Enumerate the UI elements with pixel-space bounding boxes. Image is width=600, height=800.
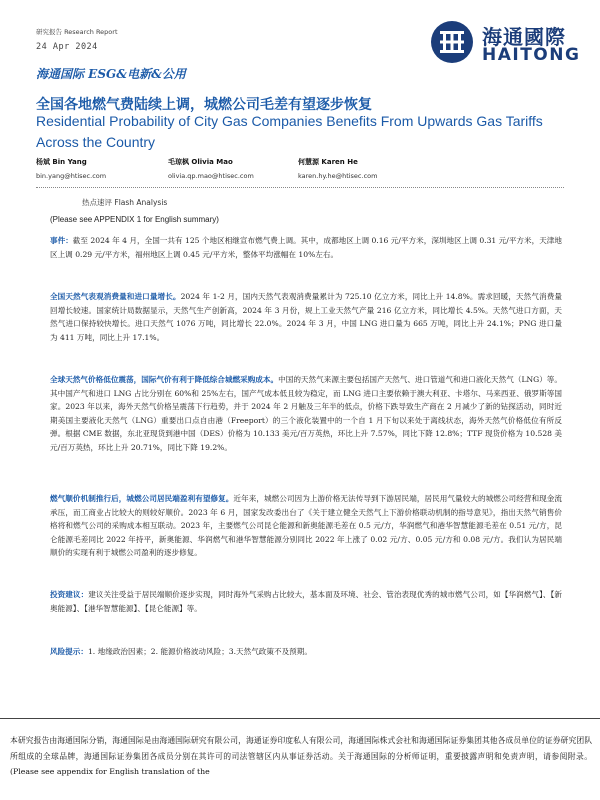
paragraph-lead: 燃气顺价机制推行后，城燃公司居民端盈利有望修复。: [50, 494, 234, 503]
report-date: 24 Apr 2024: [36, 42, 98, 52]
paragraph-lead: 全球天然气价格低位震荡，国际气价有利于降低综合城燃采购成本。: [50, 375, 279, 384]
paragraph-consumption: [50, 290, 562, 344]
company-logo: [430, 18, 580, 68]
paragraph-lead: 投资建议：: [50, 590, 89, 599]
paragraph-event: [50, 234, 562, 261]
paragraph-lead: 全国天然气表观消费量和进口量增长。: [50, 292, 181, 301]
author-3-name: 何慧源 Karen He: [298, 158, 358, 166]
paragraph-text: 近年来，城燃公司因为上游价格无法传导到下游居民端，居民用气量较大的城燃公司经营和现金流承压，而工商业占比较大的则较好顺价。2023 年 6 月，国家发改委出台了《关于建立健全天然气上下游价格联动机制的指导意见》，指出天然气销售价格将和燃气公司的采购成本相互联动。2023 年，主要燃气公司昆仑能源和新奥能源毛差在 0.5 元/方，华润燃气和港华智慧能源毛差在 0.51 元/方，昆仑能源毛差同比 2022 年持平，新奥能源、华润燃气和港华智慧能源分别同比 2022 年上涨了 0.02 元/方、0.05 元/方和 0.08 元/方。我们认为居民端顺价的实现有利于城燃公司盈利的逐步修复。: [50, 494, 562, 557]
paragraph-investment-advice: [50, 588, 562, 615]
paragraph-pricing-mechanism: [50, 492, 562, 560]
title-english: Residential Probability of City Gas Companies Benefits From Upwards Gas Tariffs Across the Country: [36, 113, 543, 150]
author-1-name: 杨斌 Bin Yang: [36, 158, 87, 166]
footer-divider: [0, 718, 600, 719]
title-chinese: 全国各地燃气费陆续上调，城燃公司毛差有望逐步恢复: [36, 97, 372, 113]
appendix-note: (Please see APPENDIX 1 for English summary): [50, 215, 219, 224]
paragraph-text: 建议关注受益于居民端顺价逐步实现，同时海外气采购占比较大，基本面及环境、社会、管治表现优秀的城市燃气公司，如【华润燃气】、【新奥能源】、【港华智慧能源】、【昆仑能源】等。: [50, 590, 562, 613]
paragraph-text: 2024 年 1-2 月，国内天然气表观消费量累计为 725.10 亿立方米，同比上升 14.8%。需求回暖，天然气消费量回增长较速。国家统计局数据显示，天然气生产创新高，2024 年 3 月份，规上工业天然气产量 216 亿立方米，同比增长 4.5%。天然气进口方面，天然气进口保持较快增长。进口天然气 1076 万吨，同比增长 22.0%。2024 年 3 月，中国 LNG 进口量为 665 万吨，同比上升 24.1%；PNG 进口量为 411 万吨，同比上升 17.1%。: [50, 292, 563, 342]
paragraph-text: 截至 2024 年 4 月，全国一共有 125 个地区相继宣布燃气费上调。其中，成都地区上调 0.16 元/平方米，深圳地区上调 0.31 元/平方米，天津地区上调 0.29 元/平方米，福州地区上调 0.45 元/平方米，整体平均涨幅在 10%左右。: [50, 236, 563, 259]
footer-disclaimer: 本研究报告由海通国际分销，海通国际是由海通国际研究有限公司，海通证券印度私人有限公司，海通国际株式会社和海通国际证券集团其他各成员单位的证券研究团队所组成的全球品牌，海通国际证券集团各成员分别在其许可的司法管辖区内从事证券活动。关于海通国际的分析师证明，重要披露声明和免责声明，请参阅附录。(Please see appendix for English translation of the: [10, 736, 592, 776]
paragraph-lead: 事件：: [50, 236, 73, 245]
flash-label: 热点速评 Flash Analysis: [82, 198, 168, 207]
author-2-name: 毛琼枫 Olivia Mao: [168, 158, 233, 166]
paragraph-risk-warning: [50, 645, 562, 659]
section-title: 海通国际 ESG&电新&公用: [36, 67, 186, 81]
header-divider: [36, 187, 564, 188]
author-1-email[interactable]: bin.yang@htisec.com: [36, 172, 107, 180]
logo-chinese-name: 海通國際: [482, 25, 566, 49]
logo-emblem-icon: [430, 20, 474, 64]
author-3-email[interactable]: karen.hy.he@htisec.com: [298, 172, 378, 180]
paragraph-text: 中国的天然气来源主要包括国产天然气、进口管道气和进口液化天然气（LNG）等。其中国产气和进口 LNG 占比分别在 60%和 25%左右，国产气成本低且较为稳定，而 LNG 进口主要依赖于澳大利亚、卡塔尔、马来西亚、俄罗斯等国家。2023 年以来，海外天然气价格呈震荡下行趋势，并于 2024 年 2 月触及三年半的低点，价格下跌导致生产商在 2 月减少了新的钻探活动，同时近期美国主要液化天然气（LNG）重要出口点自由港（Freeport）的三个液化装置中的一个自 1 月下旬以来处于离线状态，海外天然气价格低位有所反弹。根据 CME 数据，东北亚现货到港中国（DES）价格为 10.133 美元/百万英热，环比上升 7.57%，同比下降 12.8%；TTF 现货价格为 10.528 美元/百万英热，环比上升 20.71%，同比下降 19.2%。: [50, 375, 563, 452]
report-type: 研究报告 Research Report: [36, 28, 118, 36]
logo-english-name: HAITONG: [482, 45, 581, 65]
paragraph-lead: 风险提示：: [50, 647, 88, 656]
paragraph-text: 1. 地缘政治因素；2. 能源价格波动风险；3.天然气政策不及预期。: [87, 647, 312, 656]
paragraph-global-prices: [50, 373, 562, 454]
author-2-email[interactable]: olivia.qp.mao@htisec.com: [168, 172, 254, 180]
